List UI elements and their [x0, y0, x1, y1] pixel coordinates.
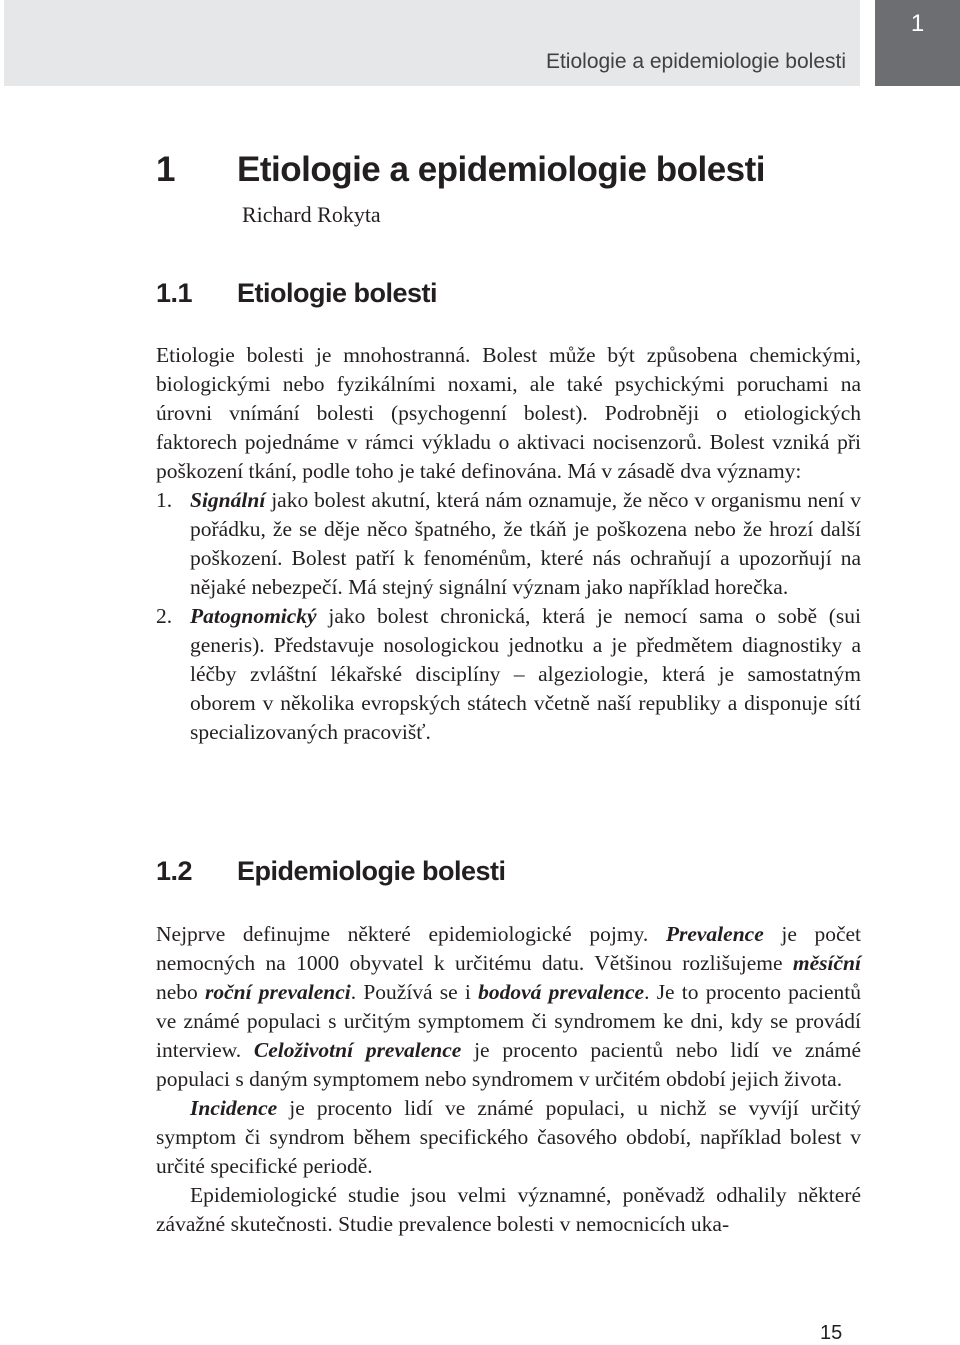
incidence-paragraph: [156, 1094, 861, 1181]
running-header: [4, 0, 860, 86]
section-number: 1.2: [156, 856, 193, 886]
list-item: [156, 602, 861, 747]
list-item-text: jako bolest chronická, která je nemocí sama o sobě (sui generis). Představuje nosologickou jednotku a je předmětem diagnostiky a léčby zvláštní lékařské disciplíny – algeziologie, která je samostatným oborem v několika evropských státech včetně naší republiky a disponuje sítí specializovaných pracovišť.: [190, 604, 861, 744]
chapter-tab-number: 1: [910, 10, 925, 37]
section-heading-etiology: [156, 278, 437, 309]
text-run: je počet nemocných na 1000 obyvatel k určitému datu. Většinou rozlišujeme: [156, 922, 862, 975]
text-run: je procento pacientů nebo lidí ve známé populaci s daným symptomem nebo syndromem v určitém období jejich života.: [156, 1038, 861, 1091]
term-annual-prevalence: roční prevalenci: [205, 980, 351, 1004]
text-run: . Používá se i: [350, 980, 479, 1004]
term-prevalence: Prevalence: [665, 922, 764, 946]
studies-paragraph: Epidemiologické studie jsou velmi významné, poněvadž odhalily některé závažné skutečnosti. Studie prevalence bolesti v nemocnicích uka-: [156, 1183, 861, 1236]
page-number: 15: [820, 1322, 843, 1344]
chapter-number: 1: [156, 150, 175, 189]
list-item-term: Patognomický: [190, 604, 317, 628]
list-item: [156, 486, 861, 602]
chapter-author: Richard Rokyta: [242, 202, 381, 227]
etiology-intro-paragraph: Etiologie bolesti je mnohostranná. Bolest může být způsobena chemickými, biologickými nebo fyzikálními noxami, ale také psychickými poruchami na úrovni vnímání bolesti (psychogenní bolest). Podrobněji o etiologických faktorech pojednáme v rámci výkladu o aktivaci nocisenzorů. Bolest vzniká při poškození tkání, podle toho je také definována. Má v zásadě dva významy:: [156, 343, 861, 483]
list-item-text: jako bolest akutní, která nám oznamuje, že něco v organismu není v pořádku, že se děje něco špatného, že tkáň je poškozena nebo že hrozí další poškození. Bolest patří k fenoménům, které nás ochraňují a upozorňují na nějaké nebezpečí. Má stejný signální význam jako například horečka.: [190, 488, 861, 599]
section-title: Etiologie bolesti: [237, 278, 438, 308]
list-item-term: Signální: [190, 488, 266, 512]
text-run: Nejprve definujme některé epidemiologické pojmy.: [156, 922, 666, 946]
section-heading-epidemiology: [156, 856, 506, 887]
list-item-number: 1.: [156, 488, 173, 512]
chapter-title: Etiologie a epidemiologie bolesti: [237, 150, 766, 189]
section-title: Epidemiologie bolesti: [237, 856, 506, 886]
text-run: . Je to procento pacientů ve známé populaci s určitým symptomem či syndromem ke dni, kdy se provádí interview.: [156, 980, 861, 1062]
meanings-list: [156, 486, 861, 747]
text-run: je procento lidí ve známé populaci, u nichž se vyvíjí určitý symptom či syndrom během specifického časového období, například bolest v určité specifické periodě.: [156, 1096, 861, 1178]
term-lifetime-prevalence: Celoživotní prevalence: [253, 1038, 462, 1062]
etiology-text: [156, 341, 861, 747]
epidemiology-text: [156, 920, 861, 1239]
chapter-tab: [875, 0, 960, 86]
prevalence-paragraph: [156, 920, 861, 1094]
list-item-number: 2.: [156, 604, 173, 628]
text-run: nebo: [156, 980, 205, 1004]
running-title: Etiologie a epidemiologie bolesti: [545, 50, 846, 73]
term-point-prevalence: bodová prevalence: [478, 980, 645, 1004]
chapter-heading: [156, 150, 765, 190]
term-monthly: měsíční: [792, 951, 861, 975]
term-incidence: Incidence: [190, 1096, 278, 1120]
section-number: 1.1: [156, 278, 193, 308]
